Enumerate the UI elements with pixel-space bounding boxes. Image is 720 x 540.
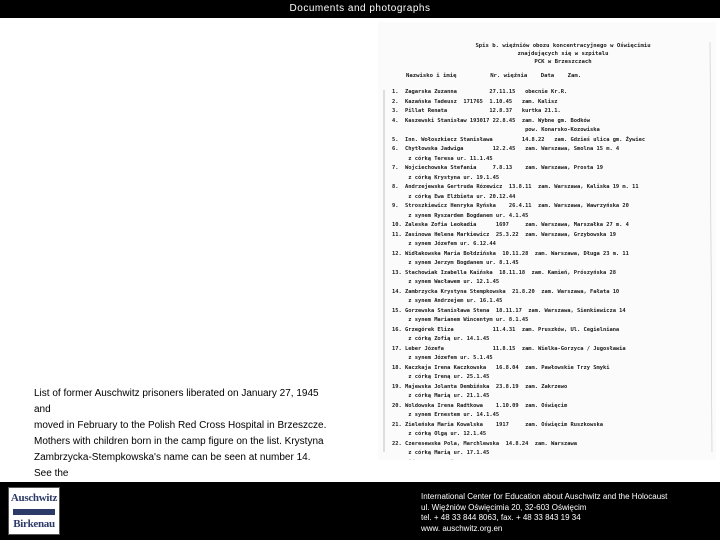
document-row: 8. Andrzejewska Gertruda Rózewicz 13.8.11 zam. Warszawa, Kaliska 19 m. 11: [392, 184, 639, 190]
page-title: Documents and photographs: [289, 3, 431, 14]
contact-website[interactable]: www. auschwitz.org.en: [421, 523, 503, 533]
heading-line: Spis b. więźniów obozu koncentracyjnego w Oświęcimiu: [475, 43, 651, 49]
caption-line: Zambrzycka-Stempkowska's name can be seen at number 14. See the: [34, 452, 311, 479]
document-row: 4. Kaszewski Stanisław 193017 22.8.45 zam. Wybne gm. Bodków: [392, 117, 590, 124]
document-row: z córką Krystyna ur. 19.1.45: [392, 174, 500, 181]
document-row: 6. Chytłowska Jadwiga 12.2.45 zam. Warszawa, Smolna 15 m. 4: [392, 146, 620, 152]
document-row: 9. Stroszkiewicz Henryka Ryńska 26.4.11 zam. Warszawa, Wawrzyńska 20: [392, 203, 629, 209]
document-row: z synem Andrzejem ur. 16.1.45: [392, 298, 503, 304]
document-row: 21. Zieleńska Maria Kowalska 1917 zam. Oświęcim Ruszkowska: [392, 421, 603, 428]
contact-info: [421, 492, 716, 534]
document-row: z córką Zofią ur. 14.1.45: [392, 336, 490, 342]
document-row: 20. Woldowska Irena Radtkowa 1.10.09 zam. Oświęcim: [392, 402, 568, 409]
document-row: [392, 459, 714, 461]
document-row: 19. Majewska Jolanta Dembińska 23.8.19 zam. Zakrzewo: [392, 383, 568, 390]
caption-line: moved in February to the Polish Red Cross Hospital in Brzeszcze.: [34, 420, 327, 431]
document-row: 2. Kazańska Tadeusz 171765 1.10.45 zam. Kalisz: [392, 98, 558, 105]
document-row: z córką Marią ur. 21.1.45: [392, 393, 490, 399]
document-row: z synem Jerzym Bogdanem ur. 8.1.45: [392, 260, 519, 266]
contact-org: International Center for Education about Auschwitz and the Holocaust: [421, 492, 668, 501]
footer-bar: [0, 482, 720, 540]
document-row: z córką Olgą ur. 12.1.45: [392, 431, 487, 437]
logo-stripe: [13, 509, 55, 515]
heading-line: PCK w Brzeszczach: [534, 59, 592, 65]
document-row: z synem Józefem ur. 6.12.44: [392, 241, 496, 247]
document-row: z córką Ewa Elżbieta ur. 20.12.44: [392, 193, 516, 200]
document-row: 12. Widłakowska Maria Bołdzińska 10.11.28 zam. Warszawa, Długa 23 m. 11: [392, 250, 629, 257]
caption-line: Mothers with children born in the camp figure on the list. Krystyna: [34, 436, 324, 447]
document-row: 22. Czeresewska Pola, Marchlewska 14.8.24 zam. Warszawa: [392, 440, 577, 447]
contact-phone: tel. + 48 33 844 8063, fax. + 48 33 843 19 34: [421, 513, 581, 522]
auschwitz-birkenau-logo: [8, 487, 60, 535]
document-row: 16. Grzegórek Eliza 11.4.31 zam. Pruszków, Ul. Cegielniana: [392, 326, 620, 333]
heading-line: znajdujących się w szpitalu: [517, 51, 609, 57]
document-row: z córką Teresa ur. 11.1.45: [392, 155, 493, 162]
logo-text-top: Auschwitz: [10, 492, 58, 504]
top-bar: [0, 0, 720, 18]
document-row: z córką Marią ur. 17.1.45: [392, 450, 490, 456]
document-row: 10. Zaleska Zofia Leokadia 1697 zam. Warszawa, Marszałka 27 m. 4: [392, 222, 629, 228]
document-row: z synem Marianem Wincentym ur. 8.1.45: [392, 317, 529, 323]
document-row: 13. Stachowiak Izabella Kaińska 18.11.18 zam. Kamień, Prószyńska 28: [392, 269, 616, 276]
document-row: pow. Konarsko-Kozowiska: [392, 127, 600, 133]
logo-text-bottom: Birkenau: [13, 518, 55, 530]
contact-address: ul. Więźniów Oświęcimia 20, 32-603 Oświęcim: [421, 502, 587, 512]
document-row: 3. Pillat Renata 12.8.37 kurtka 21.1.: [392, 108, 561, 114]
document-row: 14. Zambrzycka Krystyna Stempkowska 21.8.20 zam. Warszawa, Fałata 10: [392, 288, 620, 295]
document-row: z córką Ireną ur. 25.1.45: [392, 374, 490, 380]
document-row: 18. Kaczkaja Irena Kaczkowska 16.8.04 zam. Pawłowskie Trzy Smyki: [392, 364, 610, 371]
scanned-document: [378, 22, 716, 460]
document-row: 15. Gorzewska Stanisława Stena 18.11.17 zam. Warszawa, Sienkiewicza 14: [392, 307, 626, 314]
document-column-headers: Nazwisko i imię Nr. więźnia Data Zam.: [406, 73, 582, 79]
document-row: 5. Inn. Wołoszkiecz Stanisława 14.8.22 zam. Gdzieś ulica gm. Żywiec: [392, 136, 646, 143]
document-row: 7. Wojciechowska Stefania 7.8.13 zam. Warszawa, Prosta 19: [392, 165, 603, 171]
document-heading: [448, 42, 678, 66]
caption-line: List of former Auschwitz prisoners liberated on January 27, 1945 and: [34, 388, 319, 415]
document-row: 11. Zasinowa Helena Markiewicz 25.3.22 zam. Warszawa, Grzybowska 19: [392, 231, 616, 238]
document-row: z synem Wacławem ur. 12.1.45: [392, 279, 500, 285]
document-row: 17. Leber Józefa 11.8.15 zam. Wielka-Gorzyca / Jugosławia: [392, 345, 626, 352]
document-rows: [392, 88, 714, 460]
document-row: 1. Zagarska Zuzanna 27.11.15 obecnie Kr.R.: [392, 89, 568, 95]
document-row: z synem Ryszardem Bogdanem ur. 4.1.45: [392, 212, 529, 219]
document-row: z synem Ernestem ur. 14.1.45: [392, 412, 500, 418]
document-row: z synem Józefem ur. 5.1.45: [392, 355, 493, 361]
